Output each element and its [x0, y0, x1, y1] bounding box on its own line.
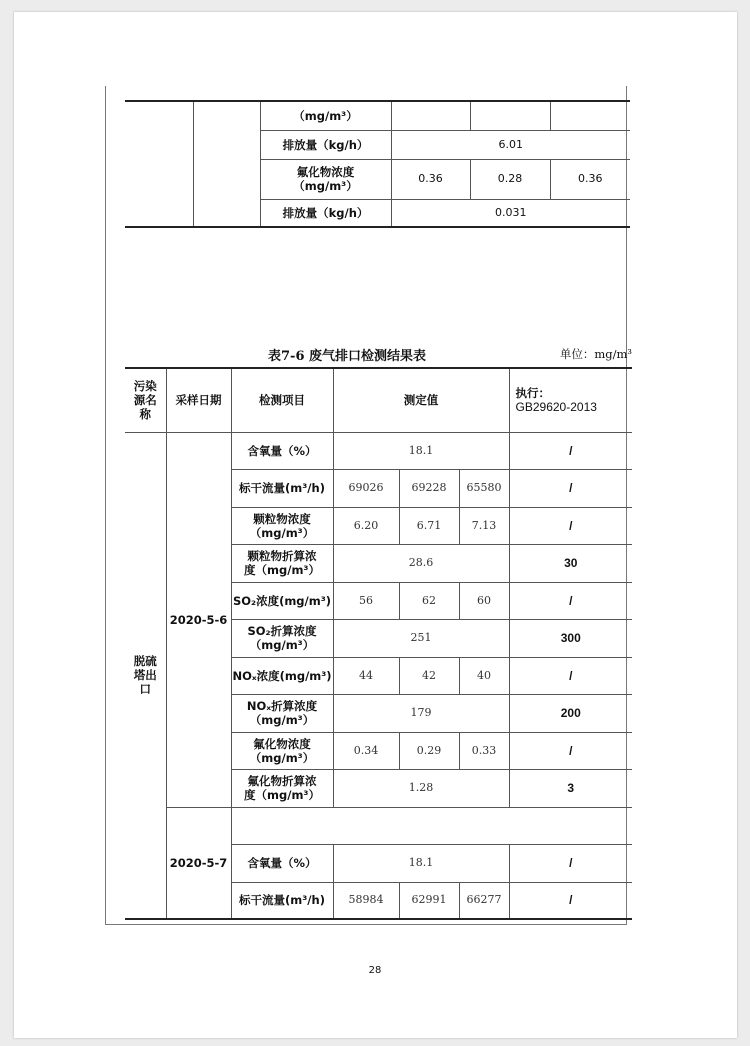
item-line: 度（mg/m³）: [244, 788, 320, 802]
header-standard: [509, 368, 632, 432]
item-line: （mg/m³）: [249, 525, 315, 540]
item-cell: 排放量（kg/h）: [260, 199, 391, 227]
sampling-date-cell: 2020-5-6: [166, 432, 231, 807]
item-line: 颗粒物折算浓: [247, 549, 317, 563]
item-cell: [231, 619, 333, 657]
value-cell: 69026: [333, 469, 399, 507]
item-cell: [231, 732, 333, 769]
value-cell: [391, 101, 470, 130]
item-cell: （mg/m³）: [260, 101, 391, 130]
item-cell: [231, 507, 333, 544]
value-merged-cell: 179: [333, 694, 509, 732]
standard-cell: /: [509, 844, 632, 882]
value-cell: 0.28: [470, 159, 550, 199]
standard-cell: /: [509, 507, 632, 544]
item-line: （mg/m³）: [249, 638, 315, 652]
value-cell: 0.29: [399, 732, 459, 769]
item-cell: NOₓ浓度(mg/m³): [231, 657, 333, 694]
value-merged-cell: 1.28: [333, 769, 509, 807]
standard-cell: /: [509, 469, 632, 507]
header-item: 检测项目: [231, 368, 333, 432]
value-cell: 62: [399, 582, 459, 619]
item-line: SO₂折算浓度: [247, 624, 317, 638]
value-merged-cell: 6.01: [391, 130, 630, 159]
value-cell: 0.36: [391, 159, 470, 199]
header-value: 测定值: [333, 368, 509, 432]
item-cell: [231, 544, 333, 582]
item-line: 氟化物浓度: [253, 736, 311, 751]
value-cell: 56: [333, 582, 399, 619]
item-cell: 排放量（kg/h）: [260, 130, 391, 159]
exhaust-results-table: [125, 367, 632, 920]
item-cell: 含氧量（%）: [231, 844, 333, 882]
item-line: 氟化物浓度: [296, 165, 355, 179]
table-unit: 单位：mg/m³: [559, 347, 632, 361]
sampling-date-cell: 2020-5-7: [166, 807, 231, 919]
value-cell: 62991: [399, 882, 459, 919]
page-number: 28: [368, 965, 382, 976]
item-cell: [231, 769, 333, 807]
value-merged-cell: 28.6: [333, 544, 509, 582]
value-cell: 0.34: [333, 732, 399, 769]
standard-line: 执行：: [515, 386, 551, 401]
value-cell: 65580: [459, 469, 509, 507]
header-source: 污染源名称: [125, 368, 166, 432]
value-merged-cell: 251: [333, 619, 509, 657]
standard-cell: 200: [509, 694, 632, 732]
standard-cell: /: [509, 732, 632, 769]
value-cell: 66277: [459, 882, 509, 919]
value-cell: 6.20: [333, 507, 399, 544]
item-cell: 含氧量（%）: [231, 432, 333, 469]
value-cell: 0.33: [459, 732, 509, 769]
item-cell: [260, 159, 391, 199]
table-title: 表7-6 废气排口检测结果表: [268, 349, 427, 364]
value-cell: 60: [459, 582, 509, 619]
value-cell: [550, 101, 630, 130]
standard-cell: 300: [509, 619, 632, 657]
source-cell: [125, 101, 193, 227]
item-line: （mg/m³）: [293, 179, 358, 193]
value-merged-cell: 0.031: [391, 199, 630, 227]
value-cell: 69228: [399, 469, 459, 507]
standard-cell: 3: [509, 769, 632, 807]
header-date: 采样日期: [166, 368, 231, 432]
continued-table: [125, 100, 630, 228]
item-line: 颗粒物浓度: [253, 511, 311, 526]
value-cell: 44: [333, 657, 399, 694]
value-cell: 42: [399, 657, 459, 694]
value-cell: 0.36: [550, 159, 630, 199]
item-cell: SO₂浓度(mg/m³): [231, 582, 333, 619]
item-cell: 标干流量(m³/h): [231, 469, 333, 507]
item-line: NOₓ折算浓度: [246, 699, 318, 713]
date-cell: [193, 101, 260, 227]
value-cell: [470, 101, 550, 130]
blank-row: [231, 807, 632, 844]
value-merged-cell: 18.1: [333, 844, 509, 882]
item-cell: [231, 694, 333, 732]
standard-cell: /: [509, 432, 632, 469]
value-cell: 6.71: [399, 507, 459, 544]
standard-cell: /: [509, 882, 632, 919]
item-cell: 标干流量(m³/h): [231, 882, 333, 919]
item-line: 氟化物折算浓: [247, 774, 317, 788]
value-merged-cell: 18.1: [333, 432, 509, 469]
standard-line: GB29620-2013: [515, 400, 597, 415]
standard-cell: /: [509, 657, 632, 694]
item-line: （mg/m³）: [249, 750, 315, 765]
item-line: （mg/m³）: [249, 713, 315, 727]
value-cell: 40: [459, 657, 509, 694]
item-line: 度（mg/m³）: [244, 563, 320, 577]
table-caption: [125, 345, 632, 365]
value-cell: 58984: [333, 882, 399, 919]
standard-cell: /: [509, 582, 632, 619]
value-cell: 7.13: [459, 507, 509, 544]
standard-cell: 30: [509, 544, 632, 582]
source-name-cell: 脱硫塔出口: [125, 432, 166, 919]
